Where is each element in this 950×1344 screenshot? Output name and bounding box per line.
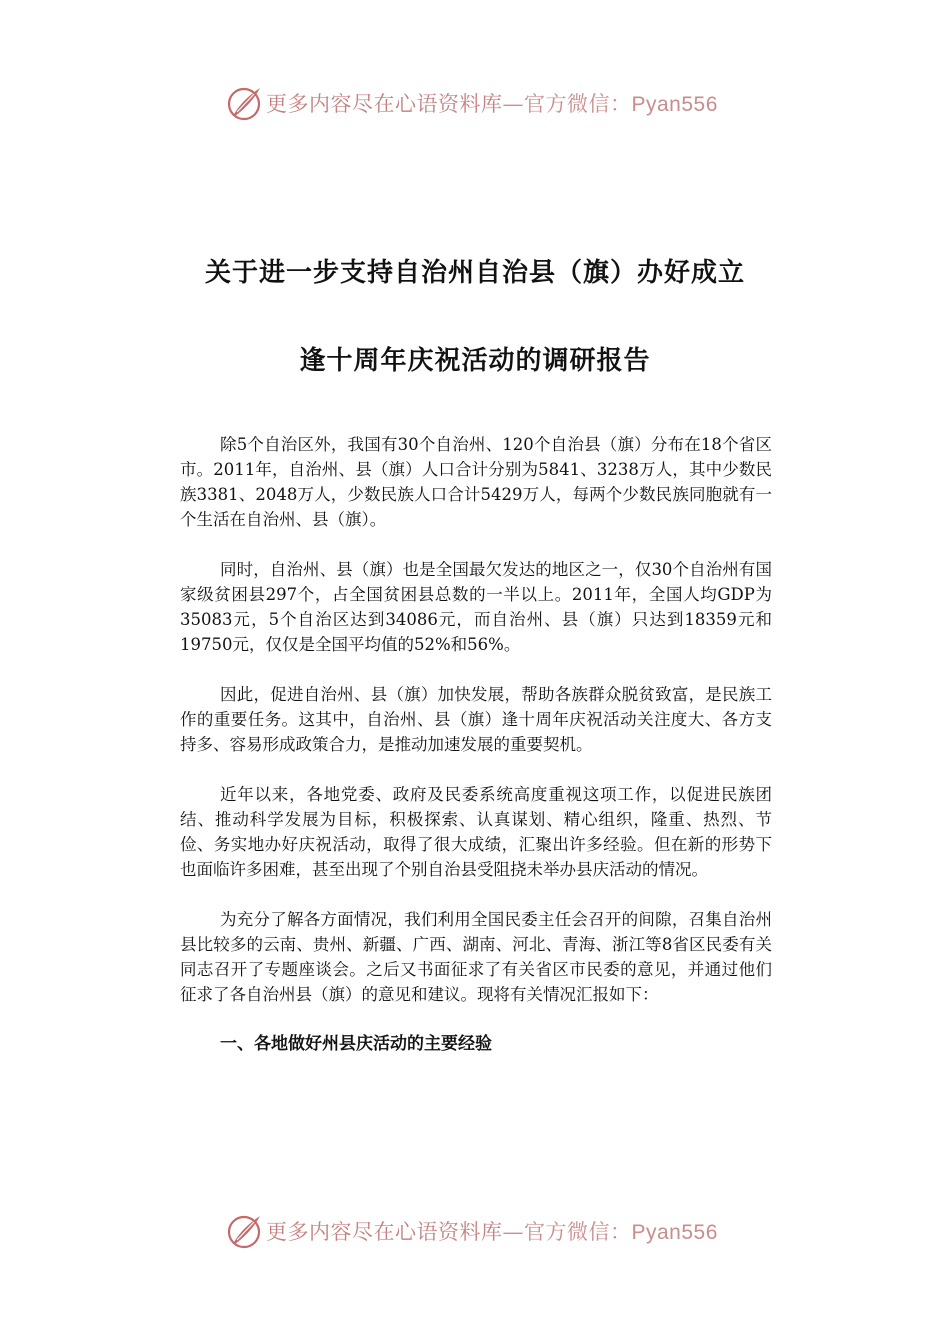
watermark-wechat-id: Pyan556 xyxy=(631,1221,718,1244)
document-title-line2: 逢十周年庆祝活动的调研报告 xyxy=(299,346,651,376)
watermark-official-label: 官方微信： xyxy=(524,1220,632,1244)
section-heading: 一、各地做好州县庆活动的主要经验 xyxy=(220,1034,492,1054)
watermark-text xyxy=(266,88,718,118)
watermark-brand: 更多内容尽在心语资料库 xyxy=(266,92,503,116)
watermark-banner-bottom xyxy=(224,1211,744,1251)
body-paragraph: 同时，自治州、县（旗）也是全国最欠发达的地区之一，仅30个自治州有国家级贫困县297个，占全国贫困县总数的一半以上。2011年，全国人均GDP为35083元，5个自治区达到34086元，而自治州、县（旗）只达到18359元和19750元，仅仅是全国平均值的52%和56%。 xyxy=(180,560,772,654)
watermark-wechat-id: Pyan556 xyxy=(631,93,718,116)
watermark-banner-top xyxy=(224,83,744,123)
body-paragraph: 除5个自治区外，我国有30个自治州、120个自治县（旗）分布在18个省区市。2011年，自治州、县（旗）人口合计分别为5841、3238万人，其中少数民族3381、2048万人，少数民族人口合计5429万人，每两个少数民族同胞就有一个生活在自治州、县（旗）。 xyxy=(180,435,772,529)
watermark-dash: — xyxy=(502,92,524,116)
watermark-brand: 更多内容尽在心语资料库 xyxy=(266,1220,503,1244)
document-title-line1: 关于进一步支持自治州自治县（旗）办好成立 xyxy=(204,258,745,288)
quill-logo-icon xyxy=(224,1211,264,1251)
watermark-text xyxy=(266,1216,718,1246)
body-paragraph: 为充分了解各方面情况，我们利用全国民委主任会召开的间隙，召集自治州县比较多的云南、贵州、新疆、广西、湖南、河北、青海、浙江等8省区民委有关同志召开了专题座谈会。之后又书面征求了有关省区市民委的意见，并通过他们征求了各自治州县（旗）的意见和建议。现将有关情况汇报如下： xyxy=(180,910,772,1004)
document-body xyxy=(180,432,772,1057)
body-paragraph: 因此，促进自治州、县（旗）加快发展，帮助各族群众脱贫致富，是民族工作的重要任务。这其中，自治州、县（旗）逢十周年庆祝活动关注度大、各方支持多、容易形成政策合力，是推动加速发展的重要契机。 xyxy=(180,685,772,754)
watermark-dash: — xyxy=(502,1220,524,1244)
quill-logo-icon xyxy=(224,83,264,123)
watermark-official-label: 官方微信： xyxy=(524,92,632,116)
body-paragraph: 近年以来，各地党委、政府及民委系统高度重视这项工作，以促进民族团结、推动科学发展为目标，积极探索、认真谋划、精心组织，隆重、热烈、节俭、务实地办好庆祝活动，取得了很大成绩，汇聚出许多经验。但在新的形势下也面临许多困难，甚至出现了个别自治县受阻挠未举办县庆活动的情况。 xyxy=(180,785,772,879)
